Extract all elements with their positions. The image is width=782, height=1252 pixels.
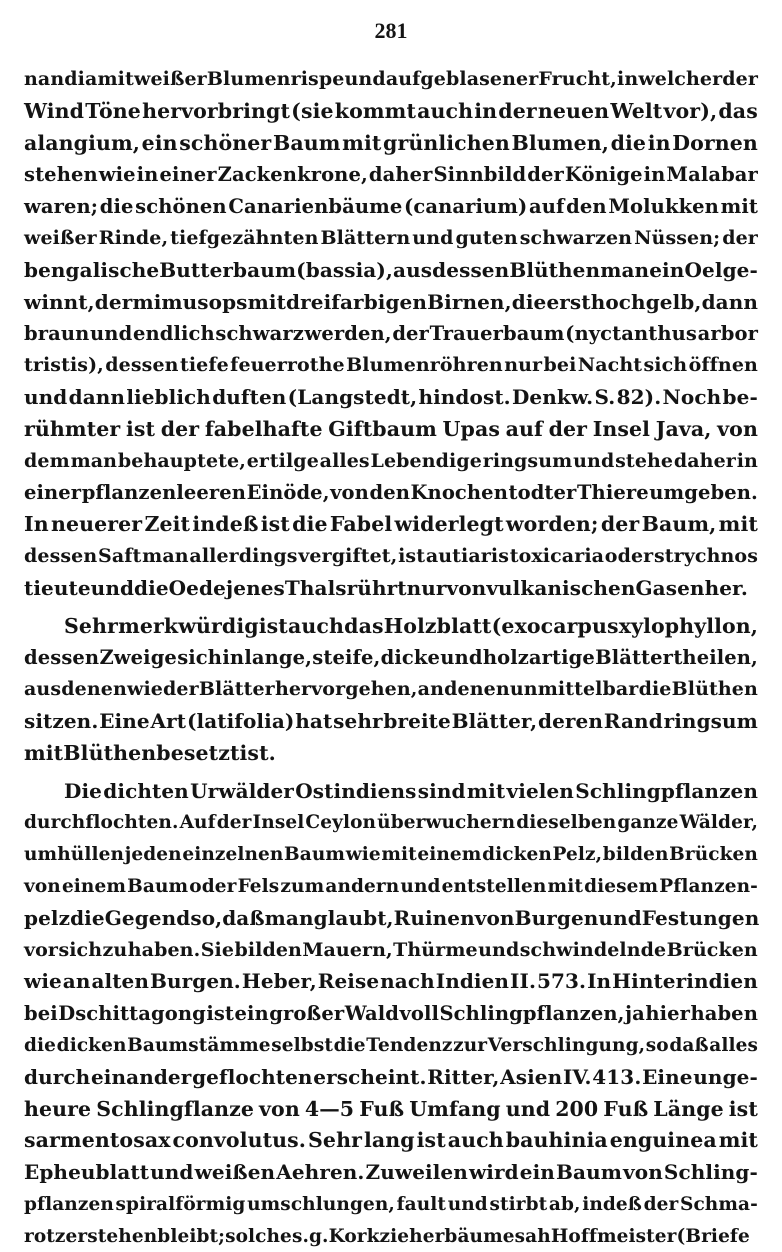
text-line: sarmentosax convolutus. Sehr lang ist auch bauhinia enguinea mit [24, 1128, 758, 1153]
text-line: die dicken Baumstämme selbst die Tendenz zur Verschlingung, so daß alles [24, 1034, 758, 1056]
text-line: dem man behauptete, er tilge alles Lebendige ringsum und stehe daher in [24, 449, 758, 472]
text-line: winnt, der mimusops mit dreifarbigen Birnen, die erst hochgelb, dann [24, 289, 758, 314]
text-line: pflanzen spiralförmig umschlungen, fault und stirbt ab, indeß der Schma- [24, 1193, 758, 1215]
text-line: Wind Töne hervorbringt (sie kommt auch in der neuen Welt vor), das [24, 98, 758, 123]
paragraph [24, 64, 758, 605]
paragraph [24, 611, 758, 770]
text-line: und dann lieblich duften (Langstedt, hindost. Denkw. S. 82). Noch be- [24, 384, 758, 409]
text-body [24, 64, 758, 1252]
text-line: wie an alten Burgen. Heber, Reise nach Indien II. 573. In Hinterindien [24, 969, 758, 994]
text-line: mit Blüthen besetzt ist. [24, 740, 276, 765]
text-line: tieute und die Oede jenes Thals rührt nur von vulkanischen Gasen her. [24, 575, 748, 600]
text-line: rühmter ist der fabelhafte Giftbaum Upas auf der Insel Java, von [24, 416, 758, 441]
text-line: von einem Baum oder Fels zum andern und entstellen mit diesem Pflanzen- [24, 875, 758, 897]
text-line: rotzer stehen bleibt; solche s. g. Korkzieherbäume sah Hoffmeister (Briefe [24, 1225, 750, 1247]
text-line: tristis), dessen tiefe feuerrothe Blumenröhren nur bei Nacht sich öffnen [24, 354, 758, 377]
text-line: umhüllen jeden einzelnen Baum wie mit einem dicken Pelz, bilden Brücken [24, 844, 758, 866]
text-line: pelz die Gegend so, daß man glaubt, Ruinen von Burgen und Festungen [24, 905, 760, 930]
text-line: In neuerer Zeit indeß ist die Fabel widerlegt worden; der Baum, mit [24, 512, 758, 537]
text-line: einer pflanzenleeren Einöde, von den Knochen todter Thiere umgeben. [24, 481, 758, 505]
text-line: aus denen wieder Blätter hervorgehen, an denen unmittelbar die Blüthen [24, 678, 758, 701]
text-line: durchflochten. Auf der Insel Ceylon überwuchern dieselben ganze Wälder, [24, 812, 758, 834]
text-line: alangium, ein schöner Baum mit grünlichen Blumen, die in Dornen [24, 130, 758, 155]
text-line: Sehr merkwürdig ist auch das Holzblatt (exocarpus xylophyllon, [64, 613, 758, 638]
paragraph [24, 776, 758, 1252]
text-line: bei Dschittagong ist ein großer Wald voll Schlingpflanzen, ja hier haben [24, 1002, 758, 1026]
text-line: weißer Rinde, tiefgezähnten Blättern und guten schwarzen Nüssen; der [24, 226, 758, 249]
text-line: heure Schlingflanze von 4—5 Fuß Umfang und 200 Fuß Länge ist [24, 1096, 758, 1121]
text-line: dessen Zweige sich in lange, steife, dicke und holzartige Blätter theilen, [24, 646, 758, 670]
text-line: Epheublatt und weißen Aehren. Zuweilen wird ein Baum von Schling- [24, 1160, 758, 1185]
text-line: sitzen. Eine Art (latifolia) hat sehr breite Blätter, deren Rand ringsum [24, 708, 758, 733]
text-line: Die dichten Urwälder Ostindiens sind mit vielen Schlingpflanzen [64, 778, 758, 803]
text-line: braun und endlich schwarz werden, der Trauerbaum (nyctanthus arbor [24, 322, 758, 346]
text-line: bengalische Butterbaum (bassia), aus dessen Blüthen man ein Oel ge- [24, 257, 758, 282]
text-line: dessen Saft man allerdings vergiftet, ist autiaris toxicaria oder strychnos [24, 544, 758, 567]
text-line: nandia mit weißer Blumenrispe und aufgeblasener Frucht, in welcher der [24, 68, 758, 90]
page-number: 281 [374, 18, 408, 43]
text-line: vor sich zu haben. Sie bilden Mauern, Thürme und schwindelnde Brücken [24, 938, 758, 961]
text-line: waren; die schönen Canarienbäume (canarium) auf den Molukken mit [24, 195, 758, 219]
text-line: stehen wie in einer Zackenkrone, daher Sinnbild der Könige in Malabar [24, 163, 758, 187]
text-line: durch einander geflochten erscheint. Ritter, Asien IV. 413. Eine unge- [24, 1064, 758, 1089]
